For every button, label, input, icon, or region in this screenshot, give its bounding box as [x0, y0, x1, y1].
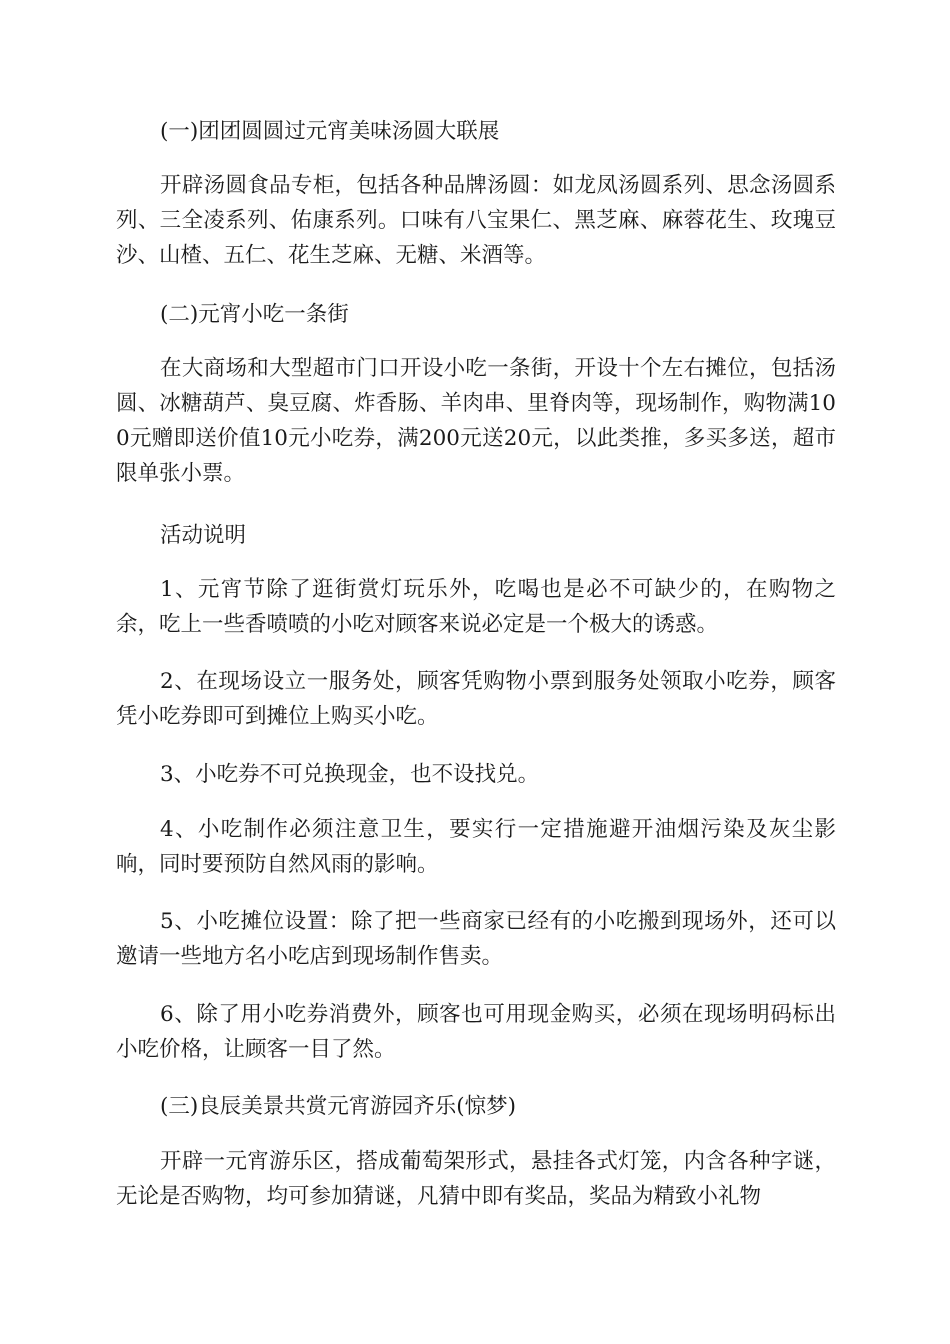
section-heading-2: (二)元宵小吃一条街 — [160, 302, 349, 327]
subheading-activity-notes: 活动说明 — [160, 523, 247, 548]
paragraph-snack-street: 在大商场和大型超市门口开设小吃一条街，开设十个左右摊位，包括汤圆、冰糖葫芦、臭豆腐、炸香肠、羊肉串、里脊肉等，现场制作，购物满100元赠即送价值10元小吃券，满200元送20元，以此类推，多买多送，超市限单张小票。 — [116, 356, 836, 486]
note-item-1: 1、元宵节除了逛街赏灯玩乐外，吃喝也是必不可缺少的，在购物之余，吃上一些香喷喷的小吃对顾客来说必定是一个极大的诱惑。 — [116, 577, 836, 637]
paragraph-lantern-riddles: 开辟一元宵游乐区，搭成葡萄架形式，悬挂各式灯笼，内含各种字谜，无论是否购物，均可参加猜谜，凡猜中即有奖品，奖品为精致小礼物 — [116, 1149, 836, 1209]
note-item-5: 5、小吃摊位设置：除了把一些商家已经有的小吃搬到现场外，还可以邀请一些地方名小吃店到现场制作售卖。 — [116, 909, 836, 969]
section-heading-3: (三)良辰美景共赏元宵游园齐乐(惊梦) — [160, 1094, 517, 1119]
note-item-4: 4、小吃制作必须注意卫生，要实行一定措施避开油烟污染及灰尘影响，同时要预防自然风雨的影响。 — [116, 817, 836, 877]
paragraph-tangyuan-counter: 开辟汤圆食品专柜，包括各种品牌汤圆：如龙凤汤圆系列、思念汤圆系列、三全凌系列、佑康系列。口味有八宝果仁、黑芝麻、麻蓉花生、玫瑰豆沙、山楂、五仁、花生芝麻、无糖、米酒等。 — [116, 173, 836, 268]
note-item-2: 2、在现场设立一服务处，顾客凭购物小票到服务处领取小吃券，顾客凭小吃券即可到摊位上购买小吃。 — [116, 669, 836, 729]
section-heading-1: (一)团团圆圆过元宵美味汤圆大联展 — [160, 119, 500, 144]
note-item-3: 3、小吃券不可兑换现金，也不设找兑。 — [160, 762, 540, 787]
note-item-6: 6、除了用小吃券消费外，顾客也可用现金购买，必须在现场明码标出小吃价格，让顾客一目了然。 — [116, 1002, 836, 1062]
